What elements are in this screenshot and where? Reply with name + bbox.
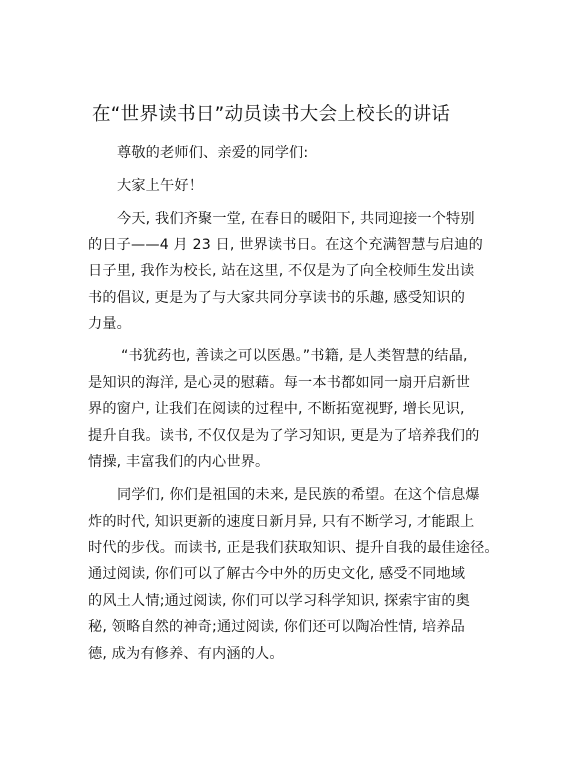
paragraph-2-line-2: 是知识的海洋, 是心灵的慰藉。每一本书都如同一扇开启新世 [88,375,471,391]
paragraph-1-line-2: 的日子——4 月 23 日, 世界读书日。在这个充满智慧与启迪的 [88,237,483,253]
paragraph-3-line-2: 炸的时代, 知识更新的速度日新月异, 只有不断学习, 才能跟上 [88,514,475,530]
paragraph-1-line-1: 今天, 我们齐聚一堂, 在春日的暖阳下, 共同迎接一个特别 [117,211,475,227]
paragraph-2-line-4: 提升自我。读书, 不仅仅是为了学习知识, 更是为了培养我们的 [88,428,480,444]
paragraph-3-line-3: 时代的步伐。而读书, 正是我们获取知识、提升自我的最佳途径。 [88,540,499,556]
paragraph-2-line-1: “书犹药也, 善读之可以医愚。”书籍, 是人类智慧的结晶, [121,348,468,364]
paragraph-3-line-7: 德, 成为有修养、有内涵的人。 [88,646,284,662]
greeting-line: 尊敬的老师们、亲爱的同学们: [117,145,309,161]
paragraph-2-line-5: 情操, 丰富我们的内心世界。 [88,454,270,470]
paragraph-3-line-1: 同学们, 你们是祖国的未来, 是民族的希望。在这个信息爆 [117,487,480,503]
paragraph-1-line-4: 书的倡议, 更是为了与大家共同分享读书的乐趣, 感受知识的 [88,290,466,306]
paragraph-1-line-3: 日子里, 我作为校长, 站在这里, 不仅是为了向全校师生发出读 [88,263,475,279]
speech-title: 在“世界读书日”动员读书大会上校长的讲话 [92,104,451,125]
paragraph-1-line-5: 力量。 [88,316,132,332]
paragraph-3-line-4: 通过阅读, 你们可以了解古今中外的历史文化, 感受不同地域 [88,566,466,582]
salutation-line: 大家上午好！ [117,178,204,194]
paragraph-3-line-6: 秘, 领略自然的神奇;通过阅读, 你们还可以陶冶性情, 培养品 [88,619,465,635]
paragraph-3-line-5: 的风土人情;通过阅读, 你们可以学习科学知识, 探索宇宙的奥 [88,593,471,609]
paragraph-2-line-3: 界的窗户, 让我们在阅读的过程中, 不断拓宽视野, 增长见识, [88,401,465,417]
